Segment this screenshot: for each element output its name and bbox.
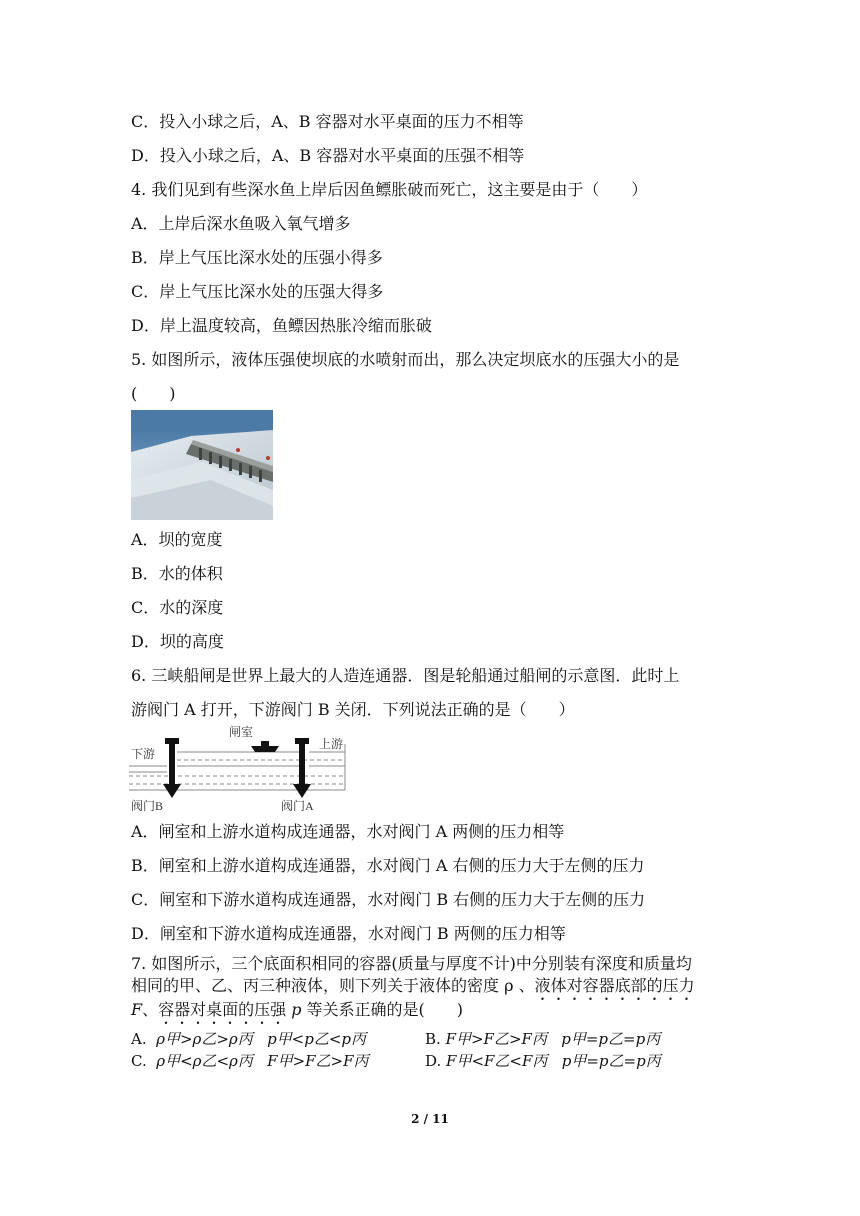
label-downstream: 下游 (131, 747, 156, 761)
q5-stem-bracket: ( ) (131, 384, 176, 403)
q5-option-c: C．水的深度 (131, 598, 224, 617)
label-gate-b: 阀门B (131, 799, 164, 813)
q7-stem-line3: F、容器对桌面的压强 p 等关系正确的是( ) (131, 1000, 464, 1019)
q6-option-b: B．闸室和上游水道构成连通器，水对阀门 A 右侧的压力大于左侧的压力 (131, 856, 645, 875)
q7-emphasis-pressure-force: 液体对容器底部的压力 (534, 976, 695, 995)
q7-option-a: A. ρ甲>ρ乙>ρ丙 p甲<p乙<p丙 (131, 1030, 367, 1048)
dam-photo (131, 410, 273, 520)
q4-stem: 4. 我们见到有些深水鱼上岸后因鱼鳔胀破而死亡，这主要是由于（ ） (131, 180, 648, 199)
q6-stem: 6. 三峡船闸是世界上最大的人造连通器．图是轮船通过船闸的示意图．此时上 (131, 666, 680, 685)
q6-option-d: D．闸室和下游水道构成连通器，水对阀门 B 两侧的压力相等 (131, 924, 566, 943)
q6-option-a: A．闸室和上游水道构成连通器，水对阀门 A 两侧的压力相等 (131, 822, 565, 841)
q7-option-b: B. F甲>F乙>F丙 p甲=p乙=p丙 (425, 1030, 661, 1048)
q4-option-c: C．岸上气压比深水处的压强大得多 (131, 282, 384, 301)
q7-option-c: C. ρ甲<ρ乙<ρ丙 F甲>F乙>F丙 (131, 1052, 369, 1070)
q5-option-d: D．坝的高度 (131, 632, 224, 651)
label-upstream: 上游 (319, 737, 344, 751)
q5-option-b: B．水的体积 (131, 564, 223, 583)
q3-option-c: C．投入小球之后，A、B 容器对水平桌面的压力不相等 (131, 112, 524, 131)
q5-stem: 5. 如图所示，液体压强使坝底的水喷射而出，那么决定坝底水的压强大小的是 (131, 350, 680, 369)
ship-lock-diagram (129, 724, 355, 816)
label-chamber: 闸室 (229, 725, 254, 739)
q6-stem-line2: 游阀门 A 打开，下游阀门 B 关闭．下列说法正确的是（ ） (131, 700, 575, 719)
q7-option-d: D. F甲<F乙<F丙 p甲=p乙=p丙 (425, 1052, 661, 1070)
q5-option-a: A．坝的宽度 (131, 530, 223, 549)
page-number: 2 / 11 (411, 1112, 449, 1126)
q7-stem-line2: 相同的甲、乙、丙三种液体，则下列关于液体的密度 ρ 、液体对容器底部的压力 (131, 976, 695, 995)
q6-option-c: C．闸室和下游水道构成连通器，水对阀门 B 右侧的压力大于左侧的压力 (131, 890, 646, 909)
q4-option-d: D．岸上温度较高，鱼鳔因热胀冷缩而胀破 (131, 316, 432, 335)
q4-option-a: A．上岸后深水鱼吸入氧气增多 (131, 214, 351, 233)
q3-option-d: D．投入小球之后，A、B 容器对水平桌面的压强不相等 (131, 146, 525, 165)
label-gate-a: 阀门A (281, 799, 314, 813)
q4-option-b: B．岸上气压比深水处的压强小得多 (131, 248, 383, 267)
q7-emphasis-desk-pressure: 、容器对桌面的压强 (142, 1000, 287, 1019)
q7-stem: 7. 如图所示，三个底面积相同的容器(质量与厚度不计)中分别装有深度和质量均 (131, 954, 692, 973)
